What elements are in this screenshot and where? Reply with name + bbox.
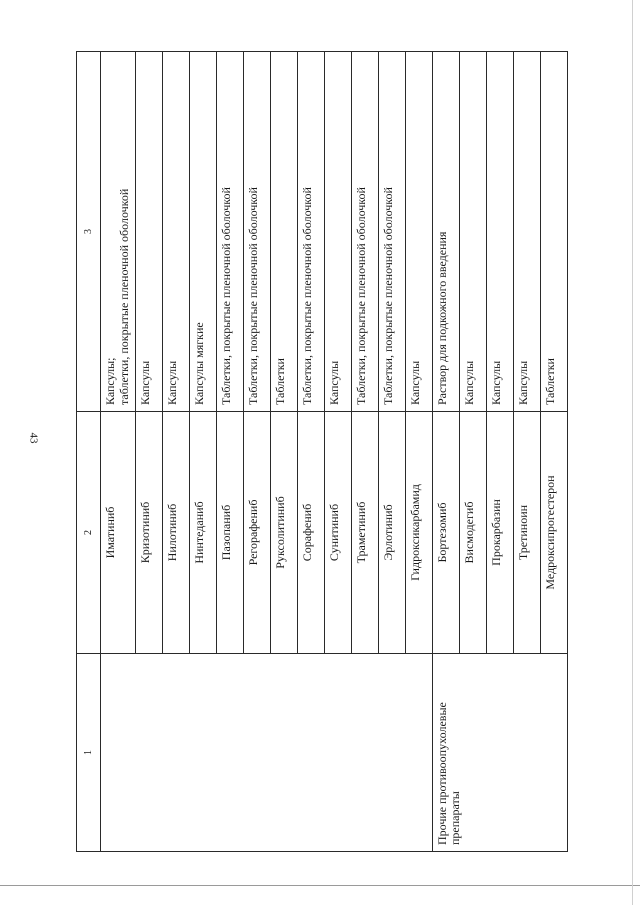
table-row bbox=[243, 52, 270, 852]
group-cell bbox=[135, 654, 162, 852]
group-label-cell: Прочие противоопухолевые препараты bbox=[432, 654, 567, 852]
drug-name-cell: Кризотиниб bbox=[135, 412, 162, 654]
page-number: 43 bbox=[27, 432, 40, 444]
table-row bbox=[135, 52, 162, 852]
group-cell bbox=[216, 654, 243, 852]
scan-right-edge bbox=[632, 0, 633, 905]
group-cell bbox=[378, 654, 405, 852]
drug-name-cell: Пазопаниб bbox=[216, 412, 243, 654]
column-header-1: 1 bbox=[77, 654, 101, 852]
drug-table-body bbox=[77, 52, 568, 852]
scan-bottom-edge bbox=[0, 885, 640, 886]
group-cell bbox=[405, 654, 432, 852]
dosage-form-cell: Капсулы bbox=[135, 52, 162, 412]
drug-name-cell: Гидроксикарбамид bbox=[405, 412, 432, 654]
table-row bbox=[432, 52, 459, 852]
table-row bbox=[270, 52, 297, 852]
drug-name-cell: Бортезомиб bbox=[432, 412, 459, 654]
drug-name-cell: Третиноин bbox=[513, 412, 540, 654]
group-cell bbox=[162, 654, 189, 852]
dosage-form-cell: Капсулы bbox=[459, 52, 486, 412]
dosage-form-line: таблетки, покрытые пленочной оболочкой bbox=[116, 188, 131, 405]
dosage-form-cell: Таблетки, покрытые пленочной оболочкой bbox=[243, 52, 270, 412]
dosage-form-cell bbox=[101, 52, 136, 412]
dosage-form-cell: Капсулы bbox=[324, 52, 351, 412]
drug-table bbox=[76, 51, 568, 852]
group-cell bbox=[101, 654, 136, 852]
drug-name-cell: Висмодегиб bbox=[459, 412, 486, 654]
column-header-3: 3 bbox=[77, 52, 101, 412]
table-row bbox=[351, 52, 378, 852]
table-row bbox=[216, 52, 243, 852]
dosage-form-cell: Капсулы bbox=[162, 52, 189, 412]
drug-name-cell: Траметиниб bbox=[351, 412, 378, 654]
drug-name-cell: Руксолитиниб bbox=[270, 412, 297, 654]
dosage-form-cell: Таблетки bbox=[270, 52, 297, 412]
drug-name-cell: Сунитиниб bbox=[324, 412, 351, 654]
group-cell bbox=[243, 654, 270, 852]
drug-name-cell: Иматиниб bbox=[101, 412, 136, 654]
drug-name-cell: Сорафениб bbox=[297, 412, 324, 654]
dosage-form-cell: Капсулы bbox=[513, 52, 540, 412]
dosage-form-cell: Таблетки, покрытые пленочной оболочкой bbox=[351, 52, 378, 412]
table-row bbox=[405, 52, 432, 852]
drug-name-cell: Эрлотиниб bbox=[378, 412, 405, 654]
table-row bbox=[378, 52, 405, 852]
group-cell bbox=[189, 654, 216, 852]
group-cell bbox=[270, 654, 297, 852]
dosage-form-cell: Таблетки, покрытые пленочной оболочкой bbox=[378, 52, 405, 412]
table-row bbox=[324, 52, 351, 852]
dosage-form-line: Капсулы; bbox=[103, 357, 117, 405]
dosage-form-cell: Раствор для подкожного введения bbox=[432, 52, 459, 412]
drug-name-cell: Регорафениб bbox=[243, 412, 270, 654]
dosage-form-cell: Таблетки, покрытые пленочной оболочкой bbox=[297, 52, 324, 412]
column-header-2: 2 bbox=[77, 412, 101, 654]
dosage-form-cell: Капсулы bbox=[405, 52, 432, 412]
drug-name-cell: Нинтеданиб bbox=[189, 412, 216, 654]
rotated-table-container bbox=[76, 52, 612, 852]
group-cell bbox=[297, 654, 324, 852]
dosage-form-cell: Таблетки bbox=[540, 52, 567, 412]
table-row bbox=[189, 52, 216, 852]
table-row bbox=[297, 52, 324, 852]
table-row bbox=[101, 52, 136, 852]
table-row bbox=[162, 52, 189, 852]
dosage-form-cell: Таблетки, покрытые пленочной оболочкой bbox=[216, 52, 243, 412]
group-cell bbox=[324, 654, 351, 852]
drug-name-cell: Прокарбазин bbox=[486, 412, 513, 654]
group-cell bbox=[351, 654, 378, 852]
drug-name-cell: Медроксипрогестерон bbox=[540, 412, 567, 654]
table-header-row bbox=[77, 52, 101, 852]
drug-name-cell: Нилотиниб bbox=[162, 412, 189, 654]
dosage-form-cell: Капсулы bbox=[486, 52, 513, 412]
dosage-form-cell: Капсулы мягкие bbox=[189, 52, 216, 412]
